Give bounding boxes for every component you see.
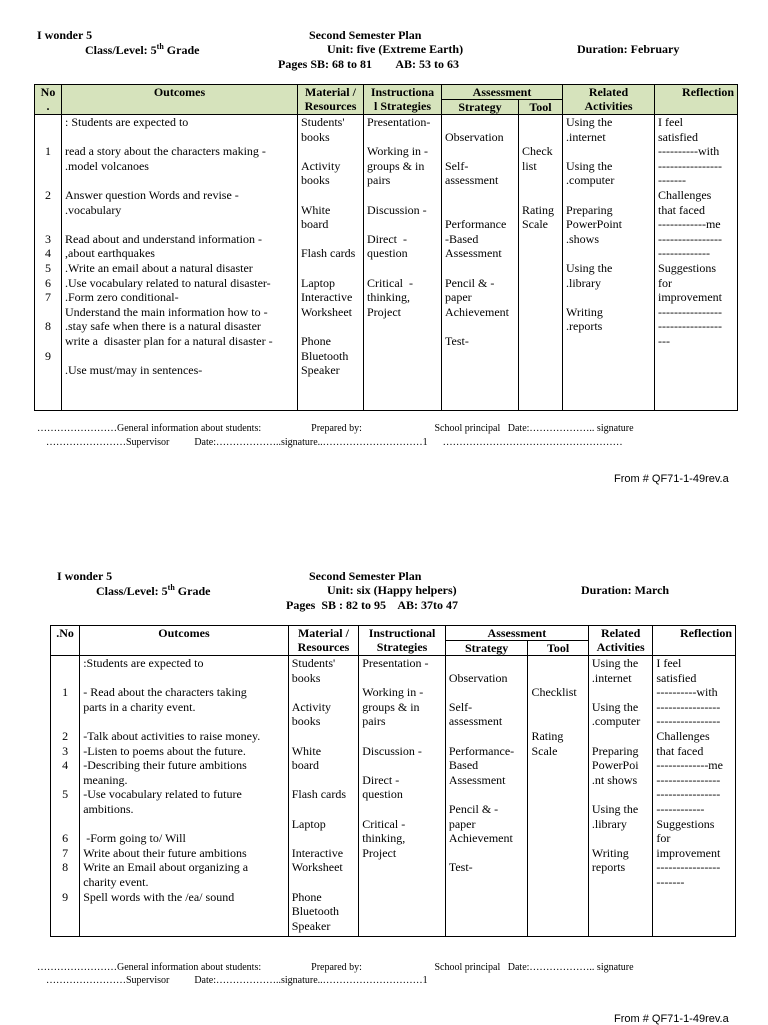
header-strategy: Strategy <box>445 641 528 656</box>
header-material: Material / Resources <box>288 626 359 656</box>
pages-info: Pages SB : 82 to 95 AB: 37to 47 <box>286 598 458 612</box>
plan-table <box>34 84 738 411</box>
header-assessment: Assessment <box>445 626 588 641</box>
cell-reflection: I feel satisfied ----------with ---------------- ------- Challenges that faced ------------me ---------------- ------------- Suggestions for improvement ---------------- ---------------- --- <box>655 115 738 411</box>
plan-title: Second Semester Plan <box>309 569 422 583</box>
header-no: No . <box>35 85 62 115</box>
cell-related: Using the .internet Using the .computer Preparing PowerPoi .nt shows Using the .library Writing reports <box>588 656 652 937</box>
header-related: Related Activities <box>588 626 652 656</box>
header-assessment: Assessment <box>442 85 563 100</box>
cell-outcomes: :Students are expected to - Read about the characters taking parts in a charity event. -Talk about activities to raise money. -Listen to poems about the future. -Describing their future ambitions meaning. -Use vocabulary related to future ambitions. -Form going to/ Will Write about their future ambitions Write an Email about organizing a charity event. Spell words with the /ea/ sound <box>80 656 289 937</box>
plan-table <box>50 625 736 937</box>
header-strategy: Strategy <box>442 100 519 115</box>
header-outcomes: Outcomes <box>62 85 298 115</box>
cell-instructional: Presentation - Working in - groups & in pairs Discussion - Direct - question Critical - thinking, Project <box>359 656 446 937</box>
header-material: Material / Resources <box>298 85 364 115</box>
plan-title: Second Semester Plan <box>309 28 422 42</box>
header-no: .No <box>51 626 80 656</box>
class-level: Class/Level: 5th Grade <box>96 583 211 598</box>
header-reflection: Reflection <box>653 626 736 656</box>
school-title: I wonder 5 <box>37 28 93 42</box>
footer-line-1: ……………………General information about students: Prepared by: School principal Date:……………….. signature <box>37 423 634 434</box>
cell-material: Students' books Activity books White board Flash cards Laptop Interactive Worksheet Phone Bluetooth Speaker <box>288 656 359 937</box>
header-tool: Tool <box>528 641 588 656</box>
form-number: From # QF71-1-49rev.a <box>614 473 729 485</box>
school-title: I wonder 5 <box>57 569 113 583</box>
header-related: Related Activities <box>563 85 655 115</box>
cell-numbers: 1 2 3 4 5 6 7 8 9 <box>51 656 80 937</box>
cell-outcomes: : Students are expected to read a story about the characters making - .model volcanoes Answer question Words and revise - .vocabulary Read about and understand information - ,about earthquakes .Write an email about a natural disaster .Use vocabulary related to natural disaster- .Form zero conditional- Understand the main information how to - .stay safe when there is a natural disaster write a disaster plan for a natural disaster - .Use must/may in sentences- <box>62 115 298 411</box>
header-tool: Tool <box>519 100 563 115</box>
duration: Duration: March <box>581 583 670 597</box>
footer-line-2: ……………………Supervisor Date:………………..signature..…………………………1 <box>46 975 428 986</box>
cell-instructional: Presentation- Working in - groups & in pairs Discussion - Direct - question Critical - thinking, Project <box>364 115 442 411</box>
footer-line-1: ……………………General information about students: Prepared by: School principal Date:……………….. signature <box>37 962 634 973</box>
cell-strategy: Observation Self- assessment Performance -Based Assessment Pencil & - paper Achievement Test- <box>442 115 519 411</box>
header-outcomes: Outcomes <box>80 626 289 656</box>
unit-title: Unit: six (Happy helpers) <box>327 583 457 597</box>
cell-numbers: 1 2 3 4 5 6 7 8 9 <box>35 115 62 411</box>
cell-tool: Check list Rating Scale <box>519 115 563 411</box>
footer-line-2: ……………………Supervisor Date:………………..signature..…………………………1 ……………………………………………… <box>46 437 623 448</box>
header-instructional: Instructional Strategies <box>359 626 446 656</box>
cell-material: Students' books Activity books White board Flash cards Laptop Interactive Worksheet Phone Bluetooth Speaker <box>298 115 364 411</box>
cell-reflection: I feel satisfied ----------with ---------------- ---------------- Challenges that faced -------------me ---------------- ---------------- ------------ Suggestions for improvement ---------------- ------- <box>653 656 736 937</box>
header-instructional: Instructiona l Strategies <box>364 85 442 115</box>
unit-title: Unit: five (Extreme Earth) <box>327 42 464 56</box>
form-number: From # QF71-1-49rev.a <box>614 1013 729 1025</box>
header-reflection: Reflection <box>655 85 738 115</box>
duration: Duration: February <box>577 42 680 56</box>
pages-info: Pages SB: 68 to 81 AB: 53 to 63 <box>278 57 459 71</box>
cell-tool: Checklist Rating Scale <box>528 656 588 937</box>
cell-related: Using the .internet Using the .computer Preparing PowerPoint .shows Using the .library Writing .reports <box>563 115 655 411</box>
cell-strategy: Observation Self- assessment Performance- Based Assessment Pencil & - paper Achievement Test- <box>445 656 528 937</box>
class-level: Class/Level: 5th Grade <box>85 42 200 57</box>
